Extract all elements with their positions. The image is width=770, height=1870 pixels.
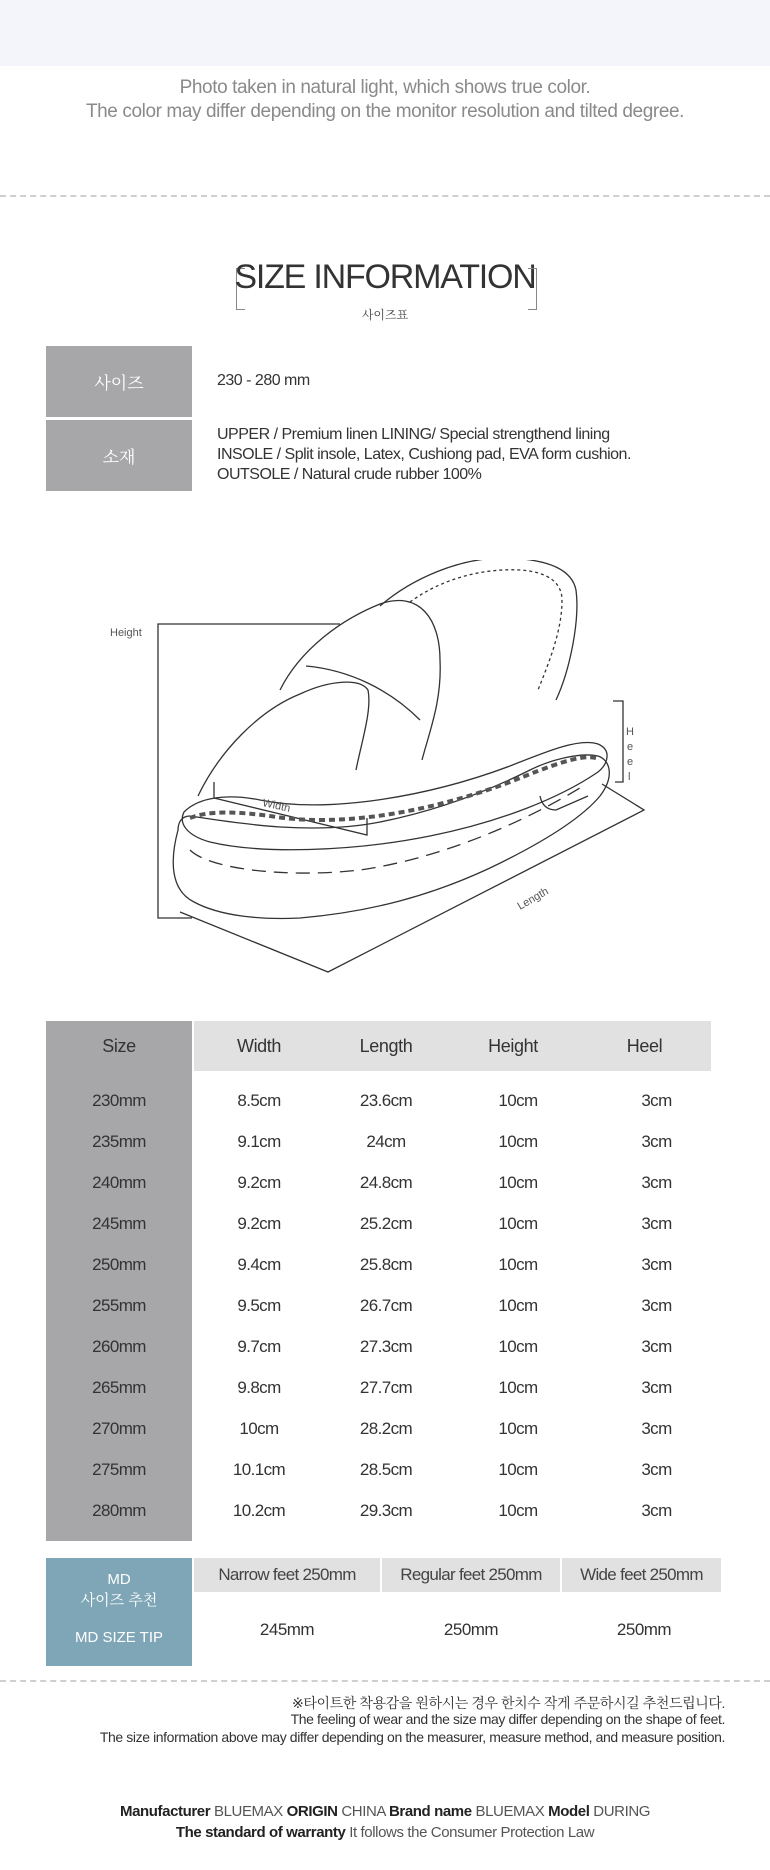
- rim-bumps: [190, 757, 596, 820]
- back-strap-elastic: [410, 570, 562, 690]
- width-cell: 9.7cm: [237, 1337, 281, 1356]
- title-bracket-right: [528, 268, 537, 310]
- size-cell: 230mm: [92, 1091, 146, 1110]
- table-row: [0, 1285, 770, 1326]
- length-cell: 26.7cm: [359, 1296, 413, 1315]
- size-cell: 270mm: [92, 1419, 146, 1438]
- size-range-value: 230 - 280 mm: [217, 372, 310, 389]
- heel-cell: 3cm: [641, 1173, 672, 1192]
- width-cell: 9.5cm: [237, 1296, 281, 1315]
- width-label: Width: [261, 797, 292, 815]
- photo-note-line2: The color may differ depending on the monitor resolution and tilted degree.: [85, 101, 685, 122]
- heel-letter-e1: e: [627, 741, 634, 753]
- heel-cell: 3cm: [641, 1460, 672, 1479]
- heel-cell: 3cm: [641, 1091, 672, 1110]
- height-cell: 10cm: [498, 1337, 538, 1356]
- height-cell: 10cm: [498, 1296, 538, 1315]
- sole-stitch: [190, 788, 580, 873]
- length-cell: 24.8cm: [359, 1173, 413, 1192]
- size-header-cell: [46, 1021, 192, 1071]
- width-cell: 10.1cm: [232, 1460, 286, 1479]
- wide-feet-header: Wide feet 250mm: [562, 1558, 721, 1592]
- sandal-diagram: [110, 560, 670, 980]
- length-label: Length: [515, 885, 551, 913]
- note-korean: ※타이트한 착용감을 원하시는 경우 한치수 작게 주문하시길 추천드립니다.: [292, 1695, 725, 1711]
- cross-strap-edge: [306, 666, 420, 720]
- heel-cell: 3cm: [641, 1501, 672, 1520]
- table-row: [0, 1408, 770, 1449]
- height-cell: 10cm: [498, 1173, 538, 1192]
- height-cell: 10cm: [498, 1378, 538, 1397]
- heel-cell: 3cm: [641, 1296, 672, 1315]
- front-strap: [198, 682, 369, 796]
- back-strap: [380, 560, 577, 700]
- length-cell: 24cm: [366, 1132, 406, 1151]
- length-cell: 25.2cm: [359, 1214, 413, 1233]
- size-header: Size: [102, 1035, 136, 1056]
- table-row: [0, 1326, 770, 1367]
- size-cell: 245mm: [92, 1214, 146, 1233]
- note-feet-shape: The feeling of wear and the size may differ depending on the shape of feet.: [290, 1711, 725, 1727]
- regular-feet-value: 250mm: [443, 1620, 499, 1639]
- size-cell: 255mm: [92, 1296, 146, 1315]
- height-cell: 10cm: [498, 1132, 538, 1151]
- heel-header: Heel: [626, 1035, 663, 1056]
- height-label: Height: [110, 627, 142, 639]
- material-label: 소재: [102, 448, 136, 467]
- wide-feet-value: 250mm: [616, 1620, 672, 1639]
- table-row: [0, 1449, 770, 1490]
- footbed-rim: [182, 742, 607, 849]
- warranty-label: The standard of warranty: [175, 1824, 346, 1841]
- divider-bottom: [0, 1680, 770, 1682]
- heel-letter-l: l: [628, 771, 631, 783]
- material-details: [217, 425, 631, 485]
- model-value: DURING: [593, 1803, 651, 1820]
- table-row: [0, 1490, 770, 1531]
- md-tip-line3: MD SIZE TIP: [74, 1629, 164, 1646]
- size-cell: 250mm: [92, 1255, 146, 1274]
- height-cell: 10cm: [498, 1255, 538, 1274]
- size-cell: 235mm: [92, 1132, 146, 1151]
- height-cell: 10cm: [498, 1460, 538, 1479]
- top-band: [0, 0, 770, 66]
- heel-cell: 3cm: [641, 1255, 672, 1274]
- table-row: [0, 1244, 770, 1285]
- size-cell: 260mm: [92, 1337, 146, 1356]
- section-subtitle: 사이즈표: [361, 308, 409, 322]
- origin-label: ORIGIN: [286, 1803, 338, 1820]
- heel-letter-h: H: [626, 726, 634, 738]
- manufacturer-value: BLUEMAX: [213, 1803, 283, 1820]
- narrow-feet-value: 245mm: [259, 1620, 315, 1639]
- length-cell: 27.7cm: [359, 1378, 413, 1397]
- width-cell: 9.2cm: [237, 1173, 281, 1192]
- heel-cell: 3cm: [641, 1378, 672, 1397]
- length-header: Length: [359, 1035, 413, 1056]
- height-cell: 10cm: [498, 1419, 538, 1438]
- divider-top: [0, 195, 770, 197]
- size-cell: 265mm: [92, 1378, 146, 1397]
- table-row: [0, 1080, 770, 1121]
- size-cell: 240mm: [92, 1173, 146, 1192]
- heel-guide: [613, 701, 623, 782]
- size-label: 사이즈: [94, 374, 144, 393]
- brand-value: BLUEMAX: [475, 1803, 545, 1820]
- section-title: SIZE INFORMATION: [234, 258, 536, 296]
- size-label-cell: [46, 346, 192, 417]
- heel-cell: 3cm: [641, 1214, 672, 1233]
- brand-label: Brand name: [388, 1803, 472, 1820]
- table-row: [0, 1203, 770, 1244]
- md-tip-line1: MD: [107, 1571, 131, 1588]
- height-guide: [158, 624, 340, 918]
- width-cell: 10cm: [239, 1419, 279, 1438]
- sandal-line-drawing: [110, 560, 670, 980]
- width-cell: 9.4cm: [237, 1255, 281, 1274]
- heel-block: [540, 796, 588, 810]
- warranty-line: [0, 1824, 770, 1841]
- length-cell: 23.6cm: [359, 1091, 413, 1110]
- origin-value: CHINA: [341, 1803, 386, 1820]
- heel-letter-e2: e: [627, 756, 634, 768]
- photo-note-line1: Photo taken in natural light, which shows true color.: [179, 77, 591, 98]
- regular-feet-header: Regular feet 250mm: [382, 1558, 560, 1592]
- heel-cell: 3cm: [641, 1132, 672, 1151]
- height-cell: 10cm: [498, 1091, 538, 1110]
- warranty-value: It follows the Consumer Protection Law: [349, 1824, 595, 1841]
- material-upper: UPPER / Premium linen LINING/ Special strengthend lining: [217, 426, 610, 443]
- heel-cell: 3cm: [641, 1337, 672, 1356]
- product-info-line: [0, 1803, 770, 1820]
- length-cell: 29.3cm: [359, 1501, 413, 1520]
- md-tip-line2: 사이즈 추천: [80, 1592, 158, 1609]
- table-row: [0, 1121, 770, 1162]
- material-outsole: OUTSOLE / Natural crude rubber 100%: [217, 466, 482, 483]
- md-size-tip-box: [46, 1558, 192, 1666]
- table-row: [0, 1367, 770, 1408]
- width-cell: 9.2cm: [237, 1214, 281, 1233]
- size-cell: 275mm: [92, 1460, 146, 1479]
- material-label-cell: [46, 420, 192, 491]
- manufacturer-label: Manufacturer: [119, 1803, 211, 1820]
- width-cell: 8.5cm: [237, 1091, 281, 1110]
- material-insole: INSOLE / Split insole, Latex, Cushiong pad, EVA form cushion.: [217, 446, 631, 463]
- table-row: [0, 1162, 770, 1203]
- model-label: Model: [548, 1803, 590, 1820]
- photo-note: [0, 76, 770, 124]
- length-cell: 25.8cm: [359, 1255, 413, 1274]
- height-cell: 10cm: [498, 1501, 538, 1520]
- width-cell: 9.8cm: [237, 1378, 281, 1397]
- width-cell: 9.1cm: [237, 1132, 281, 1151]
- narrow-feet-header: Narrow feet 250mm: [194, 1558, 380, 1592]
- length-cell: 28.2cm: [359, 1419, 413, 1438]
- note-measurement: The size information above may differ depending on the measurer, measure method, and measure position.: [99, 1729, 725, 1745]
- width-cell: 10.2cm: [232, 1501, 286, 1520]
- width-header: Width: [236, 1035, 281, 1056]
- length-cell: 28.5cm: [359, 1460, 413, 1479]
- height-header: Height: [488, 1035, 538, 1056]
- height-cell: 10cm: [498, 1214, 538, 1233]
- size-cell: 280mm: [92, 1501, 146, 1520]
- length-cell: 27.3cm: [359, 1337, 413, 1356]
- heel-cell: 3cm: [641, 1419, 672, 1438]
